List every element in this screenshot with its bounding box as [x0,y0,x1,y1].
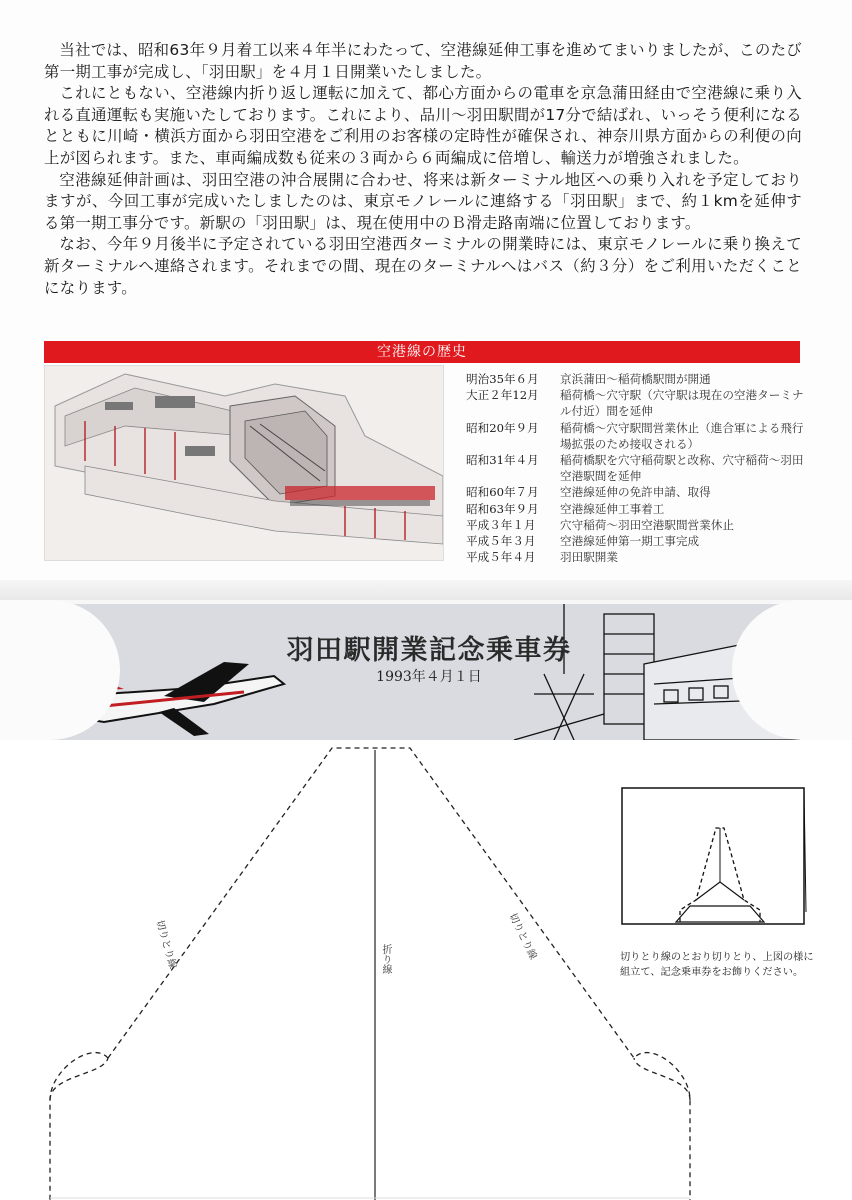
cut-line-label: 切りとり線 [153,919,178,971]
timeline-text: 空港線延伸第一期工事完成 [560,534,700,549]
timeline-text: 穴守稲荷～羽田空港駅間営業休止 [560,517,734,532]
intro-paragraph: これにともない、空港線内折り返し運転に加えて、都心方面からの電車を京急蒲田経由で空港線に乗り入れる直通運転も実施いたしております。これにより、品川～羽田駅間が17分で結ばれ、いっそう便利になるとともに川崎・横浜方面から羽田空港をご利用のお客様の定時性が確保され、神奈川県方面からの利便の向上が図られます。また、車両編成数も従来の３両から６両編成に倍増し、輸送力が増強されました。 [44,84,802,167]
fold-line-label: 折り線 [380,944,391,974]
ticket-sleeve [0,600,852,740]
timeline-text: 空港線延伸の免許申請、取得 [560,485,711,500]
timeline-date: 平成３年１月 [466,517,536,532]
timeline-entry [466,549,806,565]
timeline-date: 昭和60年７月 [466,485,539,500]
timeline-date: 平成５年４月 [466,550,536,565]
assembly-diagram [620,782,808,932]
timeline-date: 昭和20年９月 [466,420,539,435]
timeline-date: 昭和31年４月 [466,453,539,468]
station-cutaway-illustration [44,365,444,561]
ticket-date: 1993年４月１日 [376,669,482,685]
cut-line-label: 切りとり線 [506,911,539,962]
timeline-entry [466,501,806,517]
fold-crease [0,580,852,602]
timeline-entry [466,452,806,484]
timeline-text: 稲荷橋～穴守駅（穴守駅は現在の空港ターミナル付近）間を延伸 [560,388,804,419]
timeline-text: 稲荷橋～穴守駅間営業休止（進合軍による飛行場拡張のため接収される） [560,420,804,451]
timeline-text: 羽田駅開業 [560,550,618,565]
timeline-entry [466,484,806,500]
intro-text [44,40,802,299]
timeline-date: 明治35年６月 [466,372,539,386]
timeline-entry [466,517,806,533]
timeline-entry [466,387,806,419]
timeline-entry [466,420,806,452]
timeline-date: 大正２年12月 [466,388,539,403]
ticket-title: 羽田駅開業記念乗車券 [286,635,572,666]
commemorative-ticket[interactable] [44,604,800,740]
timeline-text: 京浜蒲田～稲荷橋駅間が開通 [560,372,711,386]
intro-paragraph: 当社では、昭和63年９月着工以来４年半にわたって、空港線延伸工事を進めてまいりましたが、このたび第一期工事が完成し、「羽田駅」を４月１日開業いたしました。 [44,41,802,81]
timeline-text: 空港線延伸工事着工 [560,501,665,516]
history-heading: 空港線の歴史 [44,341,800,363]
stand-cutout-template [0,740,852,1200]
timeline-date: 平成５年３月 [466,534,536,549]
timeline-entry [466,533,806,549]
timeline-date: 昭和63年９月 [466,501,539,516]
history-timeline [466,371,806,565]
assembly-instructions: 切りとり線のとおり切りとり、上図の様に組立て、記念乗車券をお飾りください。 [620,952,814,978]
intro-paragraph: 空港線延伸計画は、羽田空港の沖合展開に合わせ、将来は新ターミナル地区への乗り入れを予定しておりますが、今回工事が完成いたしましたのは、東京モノレールに連絡する「羽田駅」まで、約１kmを延伸する第一期工事分です。新駅の「羽田駅」は、現在使用中のＢ滑走路南端に位置しております。 [44,170,802,232]
timeline-text: 稲荷橋駅を穴守稲荷駅と改称、穴守稲荷～羽田空港駅間を延伸 [560,453,804,484]
intro-paragraph: なお、今年９月後半に予定されている羽田空港西ターミナルの開業時には、東京モノレールに乗り換えて新ターミナルへ連絡されます。それまでの間、現在のターミナルへはバス（約３分）をご利用いただくことになります。 [44,235,802,297]
timeline-entry [466,371,806,387]
